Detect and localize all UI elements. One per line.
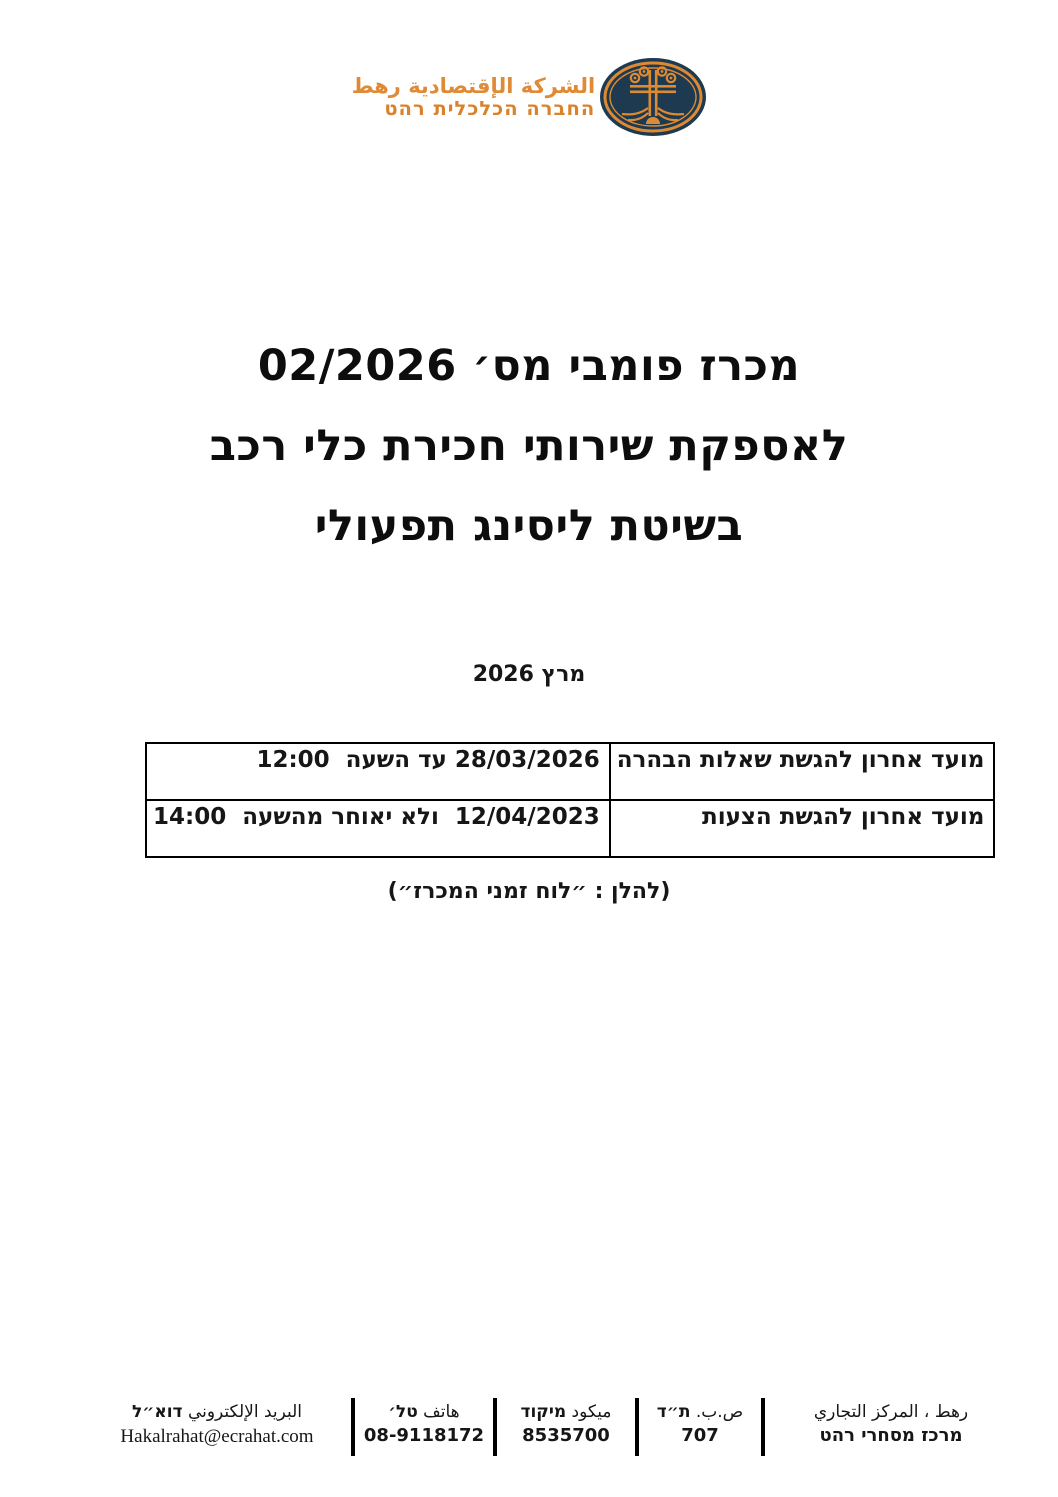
footer-zipcode-number: 8535700 [522,1424,610,1446]
footer-phone-label [361,1401,487,1424]
footer-zipcode [503,1398,629,1456]
tender-schedule-table [145,742,995,858]
schedule-value-proposals: 12/04/2023 ולא יאוחר מהשעה 14:00 [146,800,610,857]
footer-divider [493,1398,497,1456]
tender-title-line3: בשיטת ליסינג תפעולי [314,501,744,551]
footer-pobox-number: 707 [681,1424,719,1446]
footer-zipcode-label-hebrew: מיקוד [520,1402,567,1422]
tender-title [0,326,1058,566]
footer-contact-bar [0,1398,1058,1456]
tender-title-line2: לאספקת שירותי חכירת כלי רכב [209,421,849,471]
schedule-note: (להלן : ״לוח זמני המכרז״) [387,879,671,904]
footer-pobox-label [645,1401,755,1424]
footer-address-arabic [771,1401,1011,1424]
footer-pobox-label-hebrew: ת״ד [656,1402,691,1422]
table-row [146,743,994,800]
footer-pobox-label-arabic: ص.ب. [695,1402,744,1422]
footer-email-label-arabic: البريد الإلكتروني [187,1402,303,1422]
footer-divider [635,1398,639,1456]
footer-address-arabic-text: رهط ، المركز التجاري [813,1402,969,1422]
footer-phone-label-hebrew: טל׳ [388,1402,418,1422]
company-logo [0,58,1058,136]
schedule-label-clarifications: מועד אחרון להגשת שאלות הבהרה [610,743,995,800]
table-row [146,800,994,857]
company-name [352,75,596,119]
company-name-arabic: الشركة الإقتصادية رهط [351,74,596,99]
company-logo-icon [600,58,706,136]
footer-divider [351,1398,355,1456]
tender-title-line1: מכרז פומבי מס׳ 02/2026 [257,341,801,391]
footer-email [89,1398,345,1456]
footer-address-hebrew: מרכז מסחרי רהט [819,1424,963,1446]
company-name-hebrew: החברה הכלכלית רהט [384,96,596,120]
footer-email-address: Hakalrahat@ecrahat.com [120,1425,314,1447]
footer-zipcode-label-arabic: ميكود [571,1402,612,1422]
footer-phone-number: 08-9118172 [363,1424,485,1446]
footer-divider [761,1398,765,1456]
footer-email-label [89,1401,345,1424]
footer-address [771,1398,1011,1456]
footer-phone [361,1398,487,1456]
tender-date: מרץ 2026 [472,662,586,687]
footer-phone-label-arabic: هاتف [423,1402,460,1422]
footer-pobox [645,1398,755,1456]
schedule-value-clarifications: 28/03/2026 עד השעה 12:00 [146,743,610,800]
footer-email-label-hebrew: דוא״ל [131,1402,183,1422]
schedule-label-proposals: מועד אחרון להגשת הצעות [610,800,995,857]
footer-zipcode-label [503,1401,629,1424]
